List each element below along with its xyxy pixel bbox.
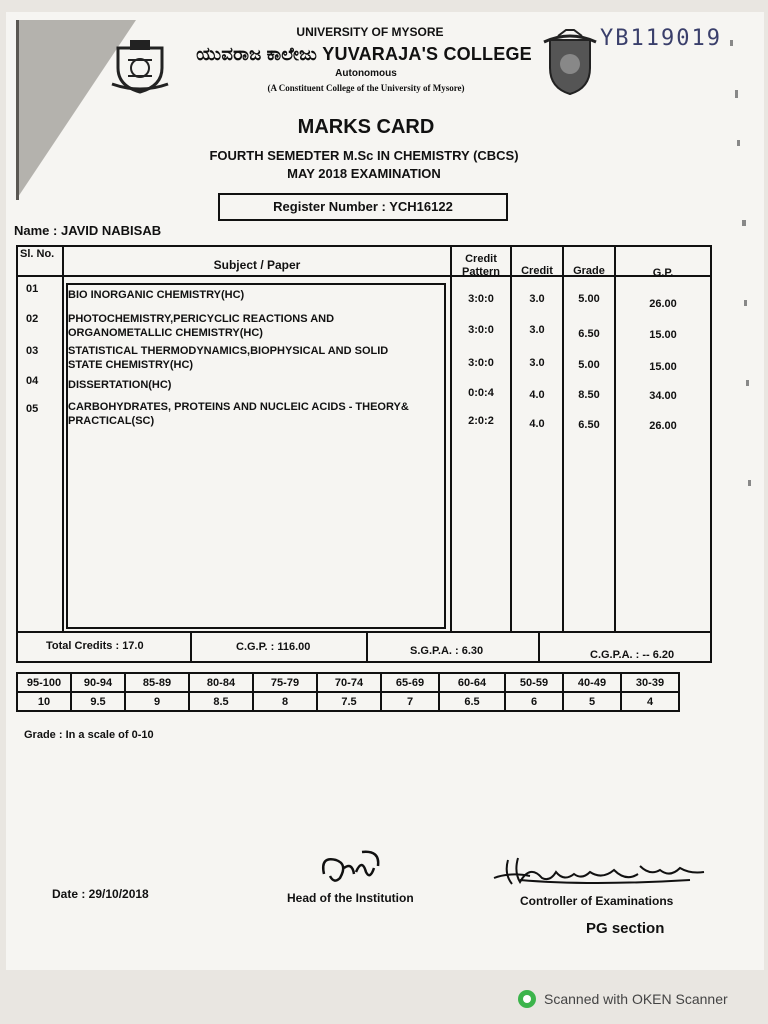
scale-point: 9.5: [71, 692, 125, 711]
grade-scale-table: [16, 672, 680, 712]
scale-range: 80-84: [189, 673, 253, 692]
issue-date: Date : 29/10/2018: [52, 887, 149, 901]
row-subject: BIO INORGANIC CHEMISTRY(HC): [68, 289, 245, 301]
student-name: Name : JAVID NABISAB: [14, 223, 162, 238]
row-sl: 05: [26, 403, 39, 415]
scale-range: 85-89: [125, 673, 189, 692]
serial-number: YB119019: [600, 26, 722, 51]
college-name: ಯುವರಾಜ ಕಾಲೇಜು YUVARAJA'S COLLEGE: [196, 44, 532, 64]
row-subject-line2: PRACTICAL(SC): [68, 415, 155, 427]
controller-label: Controller of Examinations: [520, 894, 674, 908]
scale-range: 40-49: [563, 673, 621, 692]
row-grade: 5.00: [578, 293, 600, 305]
cgp-value: C.G.P. : 116.00: [236, 641, 311, 653]
register-number-box: Register Number : YCH16122: [218, 193, 508, 221]
row-subject-line2: STATE CHEMISTRY(HC): [68, 359, 194, 371]
marks-table: [16, 245, 712, 663]
row-pattern: 0:0:4: [468, 387, 494, 399]
row-grade: 6.50: [578, 328, 600, 340]
scale-point: 6.5: [439, 692, 505, 711]
header-subject: Subject / Paper: [213, 258, 301, 272]
row-pattern: 3:0:0: [468, 324, 494, 336]
row-grade: 6.50: [578, 419, 600, 431]
row-gp: 34.00: [649, 390, 677, 402]
header-sl-no: Sl. No.: [20, 248, 55, 260]
row-grade: 5.00: [578, 359, 600, 371]
scanner-watermark: [518, 990, 728, 1008]
scale-range: 75-79: [253, 673, 317, 692]
row-credit: 3.0: [529, 357, 545, 369]
scale-range: 60-64: [439, 673, 505, 692]
paper-speck: [748, 480, 751, 486]
scale-point: 4: [621, 692, 679, 711]
scale-range: 95-100: [17, 673, 71, 692]
header-credit: Credit: [521, 265, 553, 277]
header-grade: Grade: [573, 265, 605, 277]
paper-speck: [744, 300, 747, 306]
controller-signature-icon: [490, 852, 718, 892]
scale-point: 10: [17, 692, 71, 711]
cgpa-value: C.G.P.A. : -- 6.20: [590, 649, 675, 661]
row-subject: PHOTOCHEMISTRY,PERICYCLIC REACTIONS AND: [68, 313, 335, 325]
scale-point: 5: [563, 692, 621, 711]
paper-speck: [746, 380, 749, 386]
row-gp: 15.00: [649, 361, 677, 373]
scale-point: 9: [125, 692, 189, 711]
scale-ranges-row: [17, 673, 679, 692]
row-credit: 3.0: [529, 324, 545, 336]
row-grade: 8.50: [578, 389, 600, 401]
row-gp: 26.00: [649, 298, 677, 310]
oken-scanner-icon: [518, 990, 536, 1008]
university-name: UNIVERSITY OF MYSORE: [296, 25, 444, 39]
head-signature-icon: [318, 842, 382, 888]
semester-label: FOURTH SEMEDTER M.Sc IN CHEMISTRY (CBCS): [209, 148, 519, 163]
constituent-label: (A Constituent College of the University of Mysore): [267, 83, 465, 93]
document-title: MARKS CARD: [297, 116, 435, 138]
autonomous-label: Autonomous: [335, 68, 397, 79]
scale-point: 8.5: [189, 692, 253, 711]
header-gp: G.P.: [652, 267, 674, 279]
row-sl: 04: [26, 375, 39, 387]
total-credits: Total Credits : 17.0: [46, 640, 144, 652]
scale-range: 30-39: [621, 673, 679, 692]
scale-range: 70-74: [317, 673, 381, 692]
row-sl: 01: [26, 283, 39, 295]
row-subject: DISSERTATION(HC): [68, 379, 172, 391]
pg-section-label: PG section: [586, 920, 665, 937]
paper-speck: [737, 140, 740, 146]
scale-point: 6: [505, 692, 563, 711]
scale-point: 7.5: [317, 692, 381, 711]
row-gp: 15.00: [649, 329, 677, 341]
scale-point: 7: [381, 692, 439, 711]
row-pattern: 3:0:0: [468, 357, 494, 369]
row-sl: 03: [26, 345, 39, 357]
row-pattern: 3:0:0: [468, 293, 494, 305]
header-credit-pattern: Credit Pattern: [462, 253, 500, 278]
grade-scale-note: Grade : In a scale of 0-10: [24, 729, 154, 741]
row-pattern: 2:0:2: [468, 415, 494, 427]
paper-speck: [742, 220, 746, 226]
row-subject: STATISTICAL THERMODYNAMICS,BIOPHYSICAL AND SOLID: [68, 345, 389, 357]
row-credit: 4.0: [529, 389, 545, 401]
scale-point: 8: [253, 692, 317, 711]
sgpa-value: S.G.P.A. : 6.30: [410, 645, 484, 657]
scale-range: 50-59: [505, 673, 563, 692]
exam-label: MAY 2018 EXAMINATION: [287, 166, 441, 181]
scale-range: 90-94: [71, 673, 125, 692]
row-credit: 4.0: [529, 418, 545, 430]
row-subject-line2: ORGANOMETALLIC CHEMISTRY(HC): [68, 327, 263, 339]
scanner-watermark-text: Scanned with OKEN Scanner: [544, 991, 728, 1007]
scale-points-row: [17, 692, 679, 711]
scale-range: 65-69: [381, 673, 439, 692]
head-of-institution-label: Head of the Institution: [287, 891, 414, 905]
row-credit: 3.0: [529, 293, 545, 305]
row-sl: 02: [26, 313, 39, 325]
row-subject: CARBOHYDRATES, PROTEINS AND NUCLEIC ACIDS - THEORY&: [68, 401, 409, 413]
row-gp: 26.00: [649, 420, 677, 432]
